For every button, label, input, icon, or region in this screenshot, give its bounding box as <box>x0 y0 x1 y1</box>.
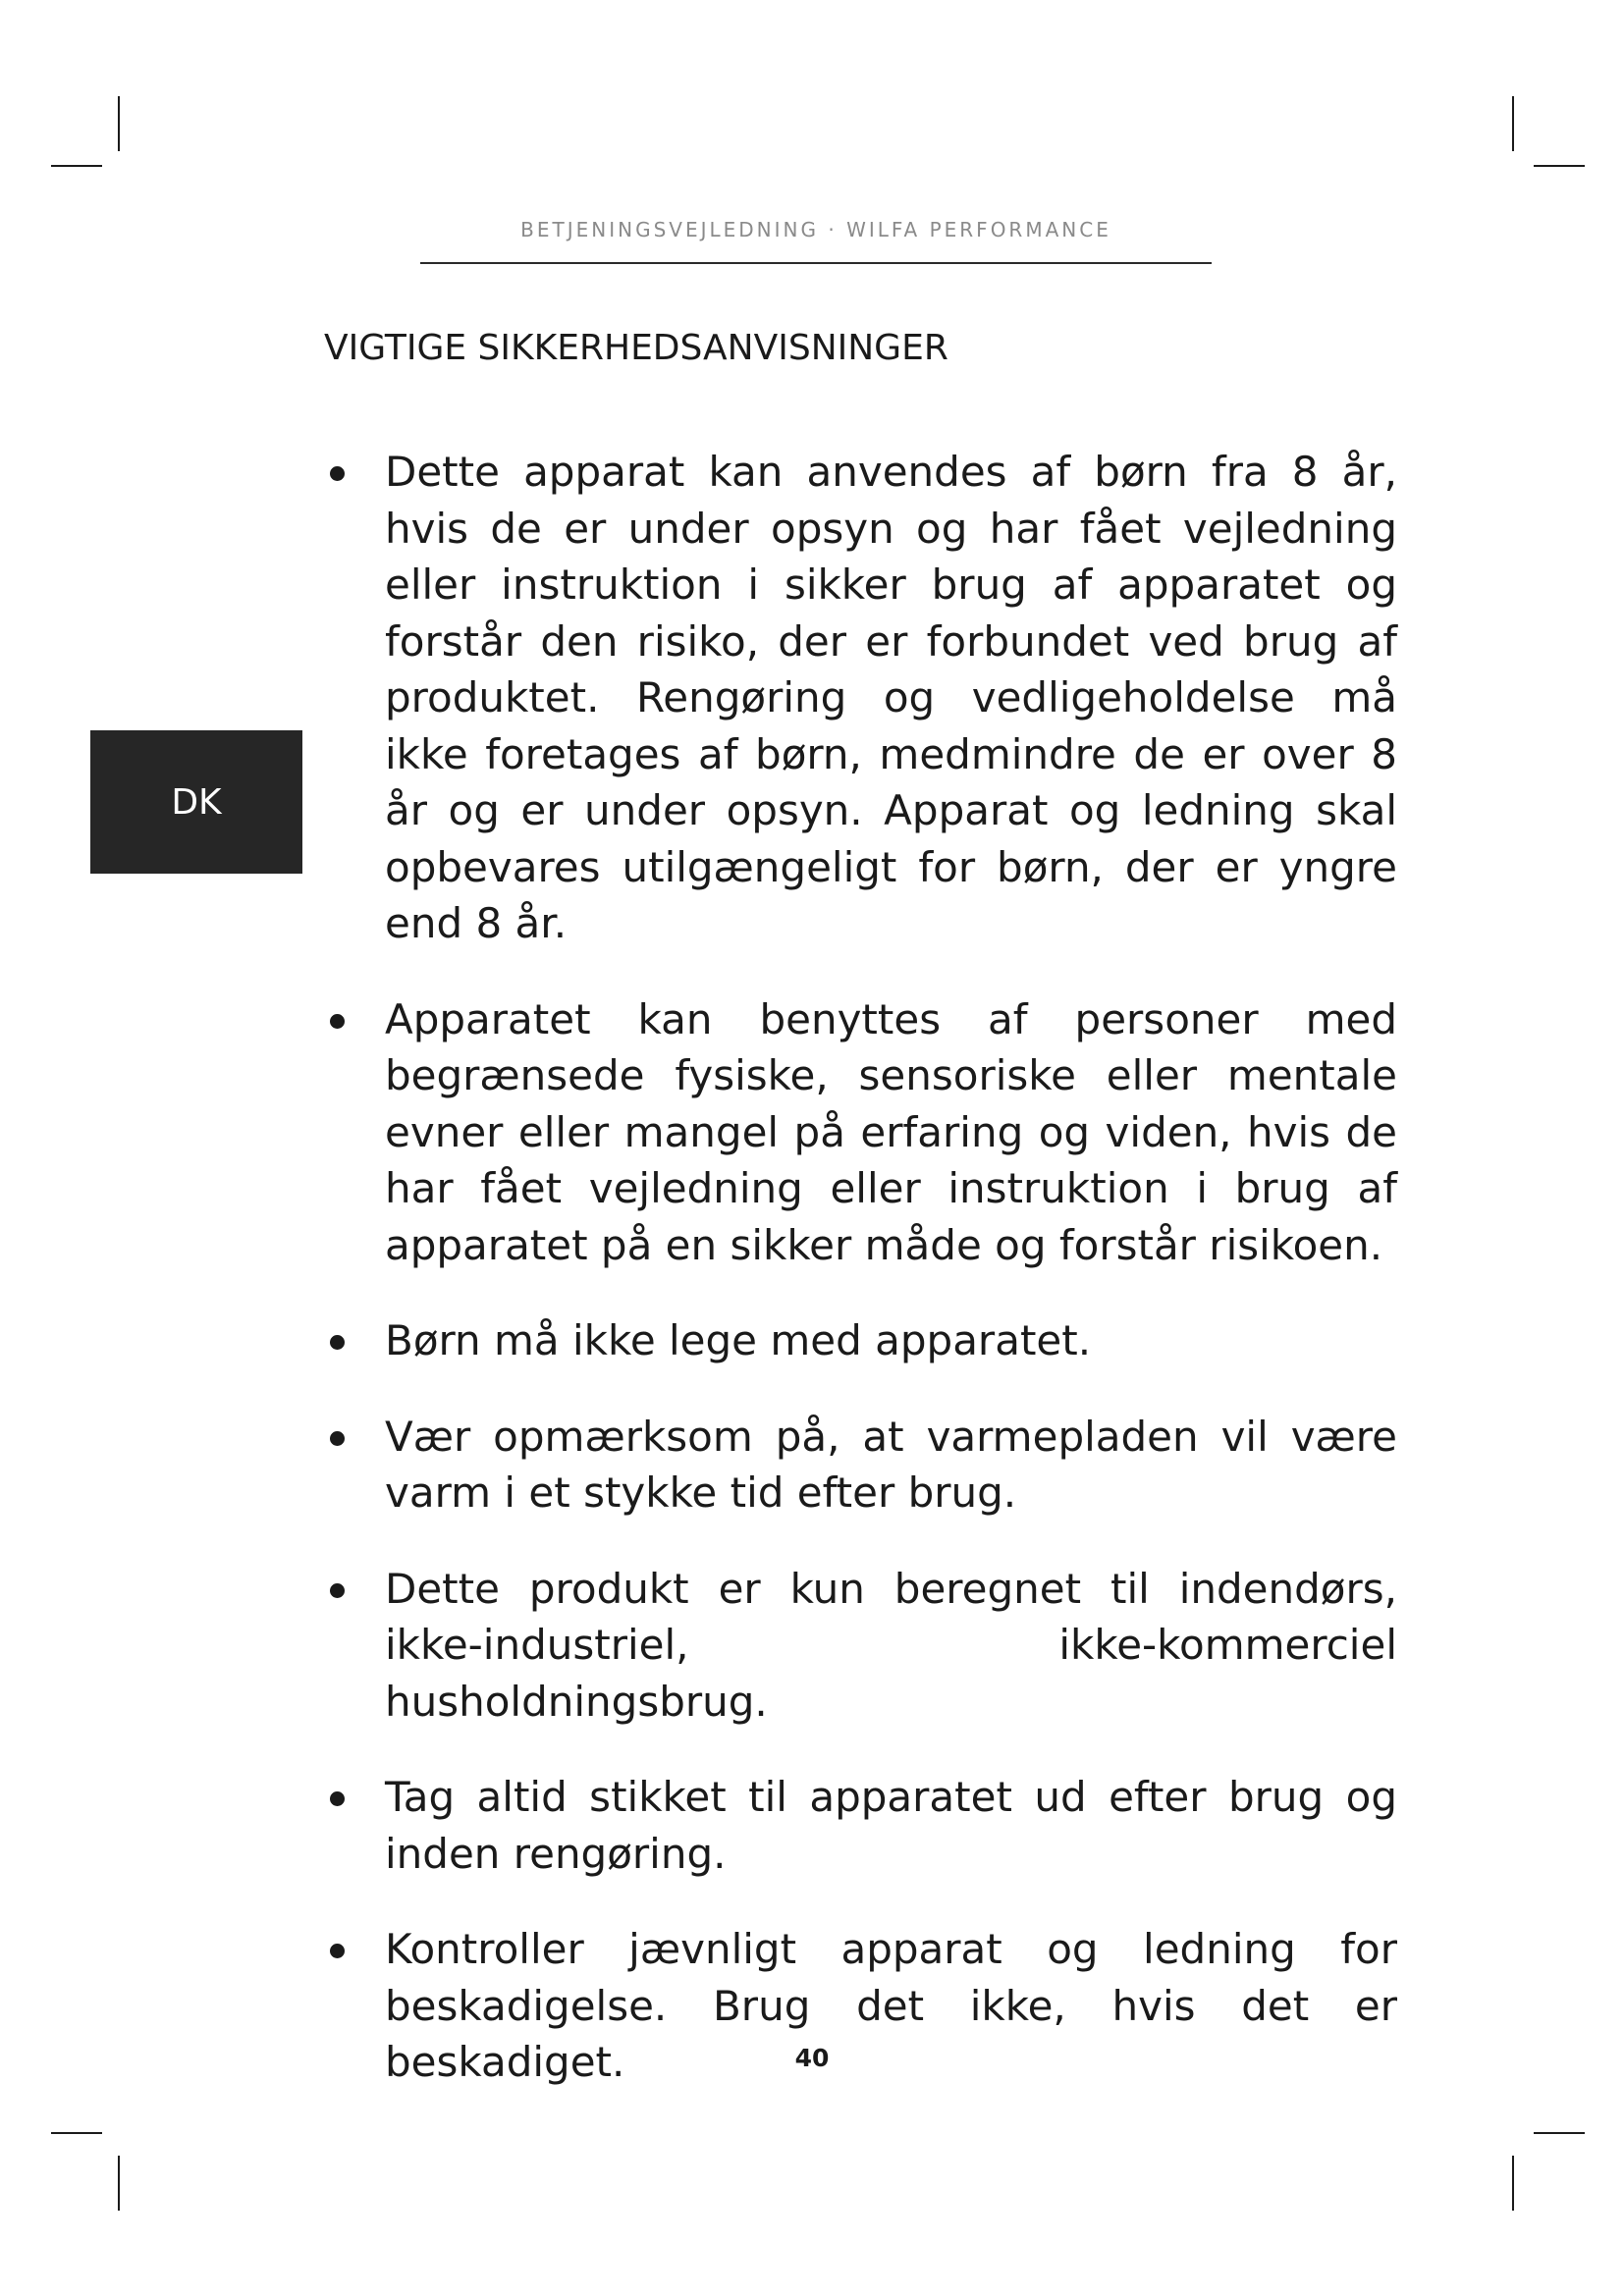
list-item-text: Tag altid stikket til apparatet ud efter brug og inden rengøring. <box>385 1773 1397 1878</box>
list-item-text: Dette apparat kan anvendes af børn fra 8 år, hvis de er under opsyn og har fået vejledning eller instruktion i sikker brug af apparatet og forstår den risiko, der er forbundet ved brug af produktet. Rengøring og vedligeholdelse må ikke foretages af børn, medmindre de er over 8 år og er under opsyn. Apparat og ledning skal opbevares utilgængeligt for børn, der er yngre end 8 år. <box>385 448 1397 947</box>
list-item-text: Kontroller jævnligt apparat og ledning for beskadigelse. Brug det ikke, hvis det er beskadiget. <box>385 1925 1397 2086</box>
list-item <box>324 444 1397 952</box>
page-number: 40 <box>794 2044 830 2072</box>
list-item-text: Apparatet kan benyttes af personer med begrænsede fysiske, sensoriske eller mentale evner eller mangel på erfaring og viden, hvis de har fået vejledning eller instruktion i brug af apparatet på en sikker måde og forstår risikoen. <box>385 994 1397 1269</box>
list-item-text: Dette produkt er kun beregnet til indendørs, ikke-industriel, ikke-kommerciel husholdningsbrug. <box>385 1564 1397 1726</box>
crop-mark-top-left-vertical <box>118 96 120 151</box>
safety-instructions-list <box>324 444 1397 2130</box>
list-item-text: Vær opmærksom på, at varmepladen vil være varm i et stykke tid efter brug. <box>385 1412 1397 1517</box>
header-divider <box>420 262 1212 264</box>
section-title: VIGTIGE SIKKERHEDSANVISNINGER <box>324 328 948 368</box>
crop-mark-top-left-horizontal <box>51 165 102 167</box>
list-item <box>324 991 1397 1274</box>
crop-mark-top-right-vertical <box>1512 96 1514 151</box>
crop-mark-bottom-left-horizontal <box>51 2132 102 2134</box>
list-item <box>324 1409 1397 1522</box>
crop-mark-top-right-horizontal <box>1534 165 1585 167</box>
bullet-icon <box>330 1431 345 1446</box>
bullet-icon <box>330 466 345 481</box>
crop-mark-bottom-right-horizontal <box>1534 2132 1585 2134</box>
bullet-icon <box>330 1583 345 1598</box>
list-item <box>324 1769 1397 1882</box>
language-tab-label: DK <box>171 781 222 823</box>
bullet-icon <box>330 1944 345 1958</box>
language-tab <box>90 730 302 874</box>
list-item <box>324 1312 1397 1369</box>
bullet-icon <box>330 1014 345 1029</box>
running-header: BETJENINGSVEJLEDNING · WILFA PERFORMANCE <box>520 218 1111 241</box>
list-item-text: Børn må ikke lege med apparatet. <box>385 1316 1092 1364</box>
bullet-icon <box>330 1335 345 1350</box>
bullet-icon <box>330 1791 345 1806</box>
list-item <box>324 1561 1397 1731</box>
crop-mark-bottom-left-vertical <box>118 2156 120 2211</box>
crop-mark-bottom-right-vertical <box>1512 2156 1514 2211</box>
